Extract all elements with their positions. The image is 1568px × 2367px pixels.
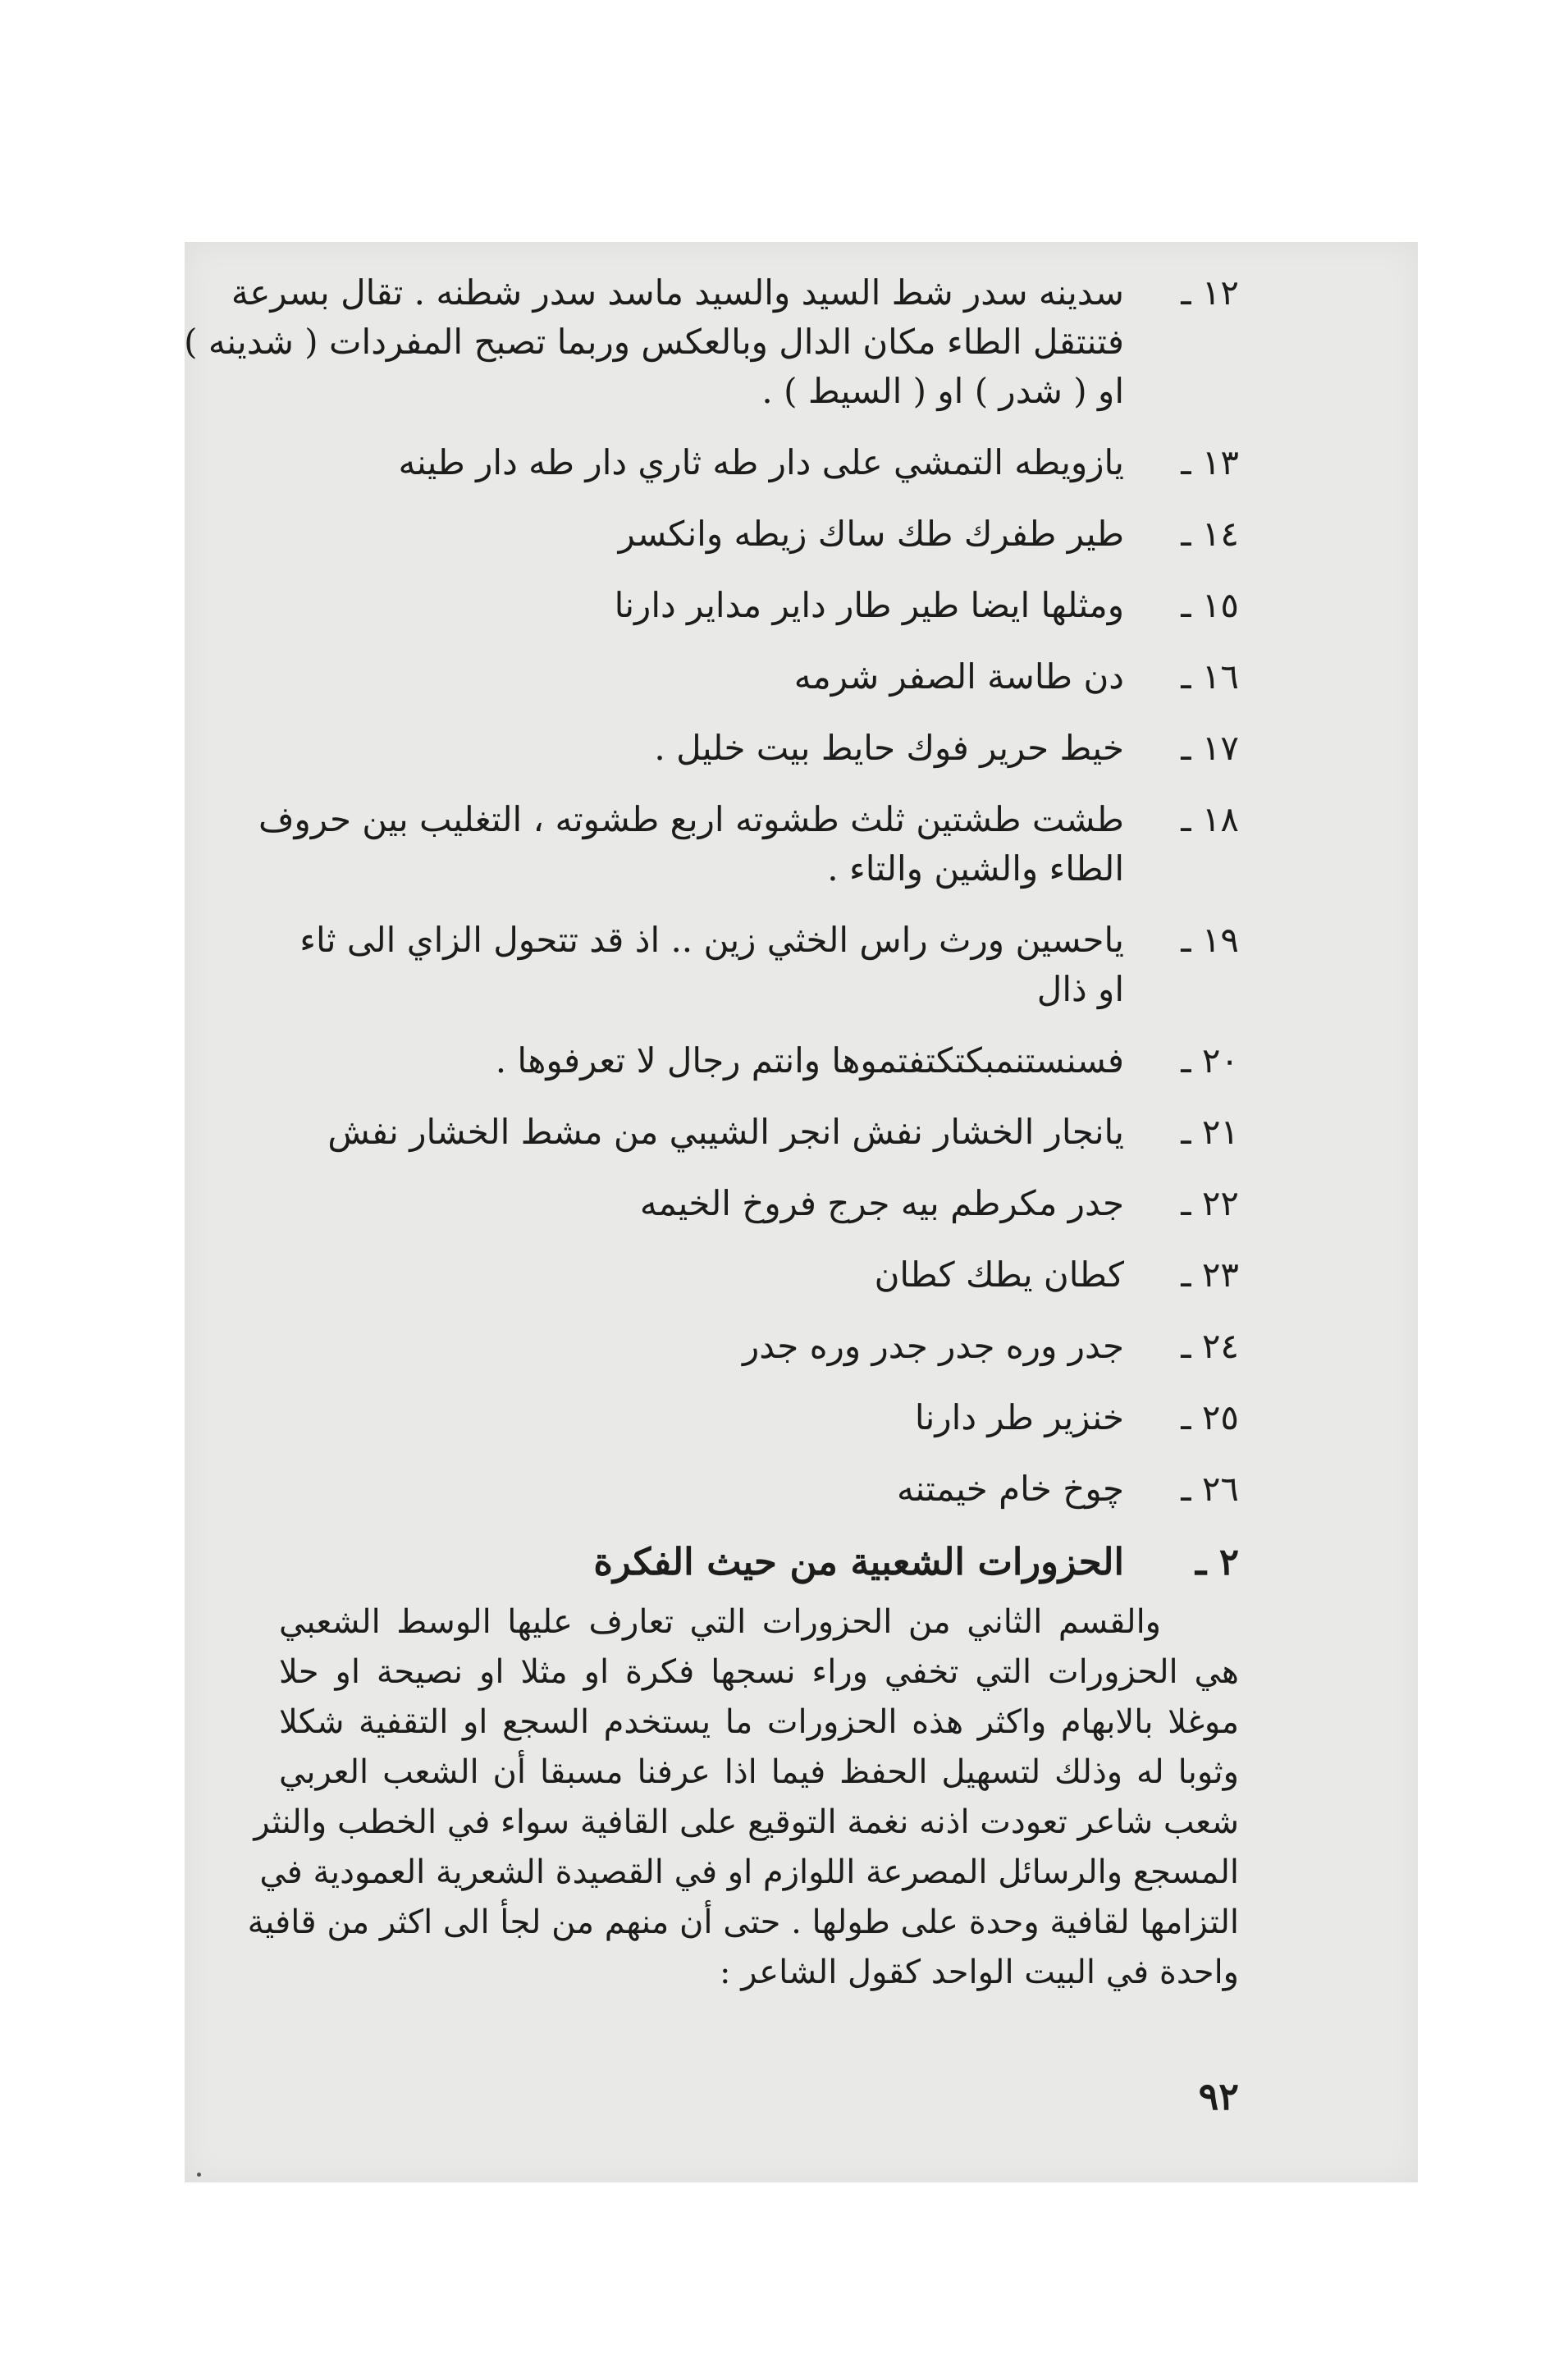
item-number: ١٨ ـ [1181, 799, 1239, 839]
item-line: ياحسين ورث راس الخثي زين .. اذ قد تتحول الزاي الى ثاء [299, 920, 1124, 960]
item-text [279, 1250, 1124, 1300]
list-item [279, 581, 1239, 630]
item-number: ١٣ ـ [1181, 442, 1239, 482]
item-number: ١٧ ـ [1181, 728, 1239, 768]
paragraph-line: هي الحزورات التي تخفي وراء نسجها فكرة او مثلا او نصيحة او حلا [279, 1653, 1239, 1691]
paragraph-line: التزامها لقافية وحدة على طولها . حتى أن منهم من لجأ الى اكثر من قافية [247, 1903, 1239, 1941]
item-line: يانجار الخشار نفش انجر الشيبي من مشط الخشار نفش [327, 1112, 1124, 1152]
list-item [279, 1465, 1239, 1514]
item-text [279, 1179, 1124, 1228]
list-item [279, 724, 1239, 773]
item-line: كطان يطك كطان [874, 1254, 1124, 1295]
item-number: ٢٤ ـ [1181, 1326, 1239, 1366]
body-paragraph [247, 1597, 1240, 1998]
item-text [258, 795, 1124, 893]
item-number: ١٤ ـ [1181, 514, 1239, 554]
item-text [279, 1465, 1124, 1514]
section-number: ٢ ـ [1195, 1540, 1239, 1583]
item-line: طير طفرك طك ساك زيطه وانكسر [618, 514, 1124, 554]
paragraph-line: شعب شاعر تعودت اذنه نغمة التوقيع على القافية سواء في الخطب والنثر [254, 1803, 1239, 1841]
item-number: ١٢ ـ [1181, 272, 1239, 313]
list-item [279, 438, 1239, 487]
item-number: ٢٣ ـ [1181, 1254, 1239, 1295]
item-line: او ( شدر ) او ( السيط ) . [761, 371, 1124, 411]
item-text [279, 724, 1124, 773]
item-line: دن طاسة الصفر شرمه [793, 656, 1124, 697]
item-text [279, 916, 1124, 1014]
item-number: ١٩ ـ [1181, 920, 1239, 960]
scan-speck [197, 2173, 201, 2177]
item-text [279, 1322, 1124, 1371]
item-line: طشت طشتين ثلث طشوته اربع طشوته ، التغليب بين حروف [258, 799, 1124, 839]
paragraph-line: وثوبا له وذلك لتسهيل الحفظ فيما اذا عرفنا مسبقا أن الشعب العربي [279, 1753, 1240, 1791]
item-text [279, 581, 1124, 630]
item-line: يازويطه التمشي على دار طه ثاري دار طه دار طينه [398, 442, 1124, 482]
list-item [279, 1108, 1239, 1157]
item-line: فسنستنمبكتكتفتموها وانتم رجال لا تعرفوها . [495, 1040, 1124, 1081]
list-item [279, 1250, 1239, 1300]
list-item [279, 1322, 1239, 1371]
item-line: جدر مكرطم بيه جرج فروخ الخيمه [639, 1183, 1124, 1223]
book-page [185, 242, 1418, 2182]
list-item [258, 795, 1239, 893]
list-item [279, 916, 1239, 1014]
item-line: ومثلها ايضا طير طار داير مداير دارنا [614, 585, 1124, 625]
page-content [184, 268, 1240, 1998]
paragraph-line: المسجع والرسائل المصرعة اللوازم او في القصيدة الشعرية العمودية في [259, 1853, 1239, 1891]
section-title: الحزورات الشعبية من حيث الفكرة [593, 1540, 1124, 1583]
item-number: ٢٠ ـ [1181, 1040, 1239, 1081]
item-line: او ذال [1036, 969, 1124, 1009]
item-text [279, 1108, 1124, 1157]
item-line: سدينه سدر شط السيد والسيد ماسد سدر شطنه . تقال بسرعة [231, 272, 1124, 313]
item-line: خيط حرير فوك حايط بيت خليل . [654, 728, 1124, 768]
item-line: الطاء والشين والتاء . [827, 848, 1124, 889]
item-text [279, 1393, 1124, 1442]
section-heading [279, 1537, 1239, 1588]
list-item [279, 509, 1239, 559]
item-line: چوخ خام خيمتنه [896, 1469, 1124, 1509]
item-number: ٢١ ـ [1181, 1112, 1239, 1152]
item-line: جدر وره جدر جدر وره جدر [742, 1326, 1124, 1366]
item-number: ١٦ ـ [1181, 656, 1239, 697]
item-text [279, 509, 1124, 559]
list-item [279, 1393, 1239, 1442]
list-item [184, 268, 1239, 416]
item-number: ٢٥ ـ [1181, 1397, 1239, 1437]
item-text [279, 438, 1124, 487]
item-line: فتنتقل الطاء مكان الدال وبالعكس وربما تصبح المفردات ( شدينه ) [184, 322, 1124, 362]
list-item [279, 652, 1239, 701]
page-number: ٩٢ [1198, 2074, 1239, 2118]
item-number: ٢٦ ـ [1181, 1469, 1239, 1509]
list-item [279, 1036, 1239, 1085]
paragraph-line: موغلا بالابهام واكثر هذه الحزورات ما يستخدم السجع او التقفية شكلا [279, 1703, 1239, 1741]
item-text [279, 652, 1124, 701]
item-number: ١٥ ـ [1181, 585, 1239, 625]
paragraph-line: والقسم الثاني من الحزورات التي تعارف عليها الوسط الشعبي [279, 1603, 1161, 1641]
list-item [279, 1179, 1239, 1228]
item-line: خنزير طر دارنا [914, 1397, 1124, 1437]
paragraph-line: واحدة في البيت الواحد كقول الشاعر : [720, 1953, 1239, 1991]
item-number: ٢٢ ـ [1181, 1183, 1239, 1223]
item-text [279, 1036, 1124, 1085]
item-text [184, 268, 1124, 416]
